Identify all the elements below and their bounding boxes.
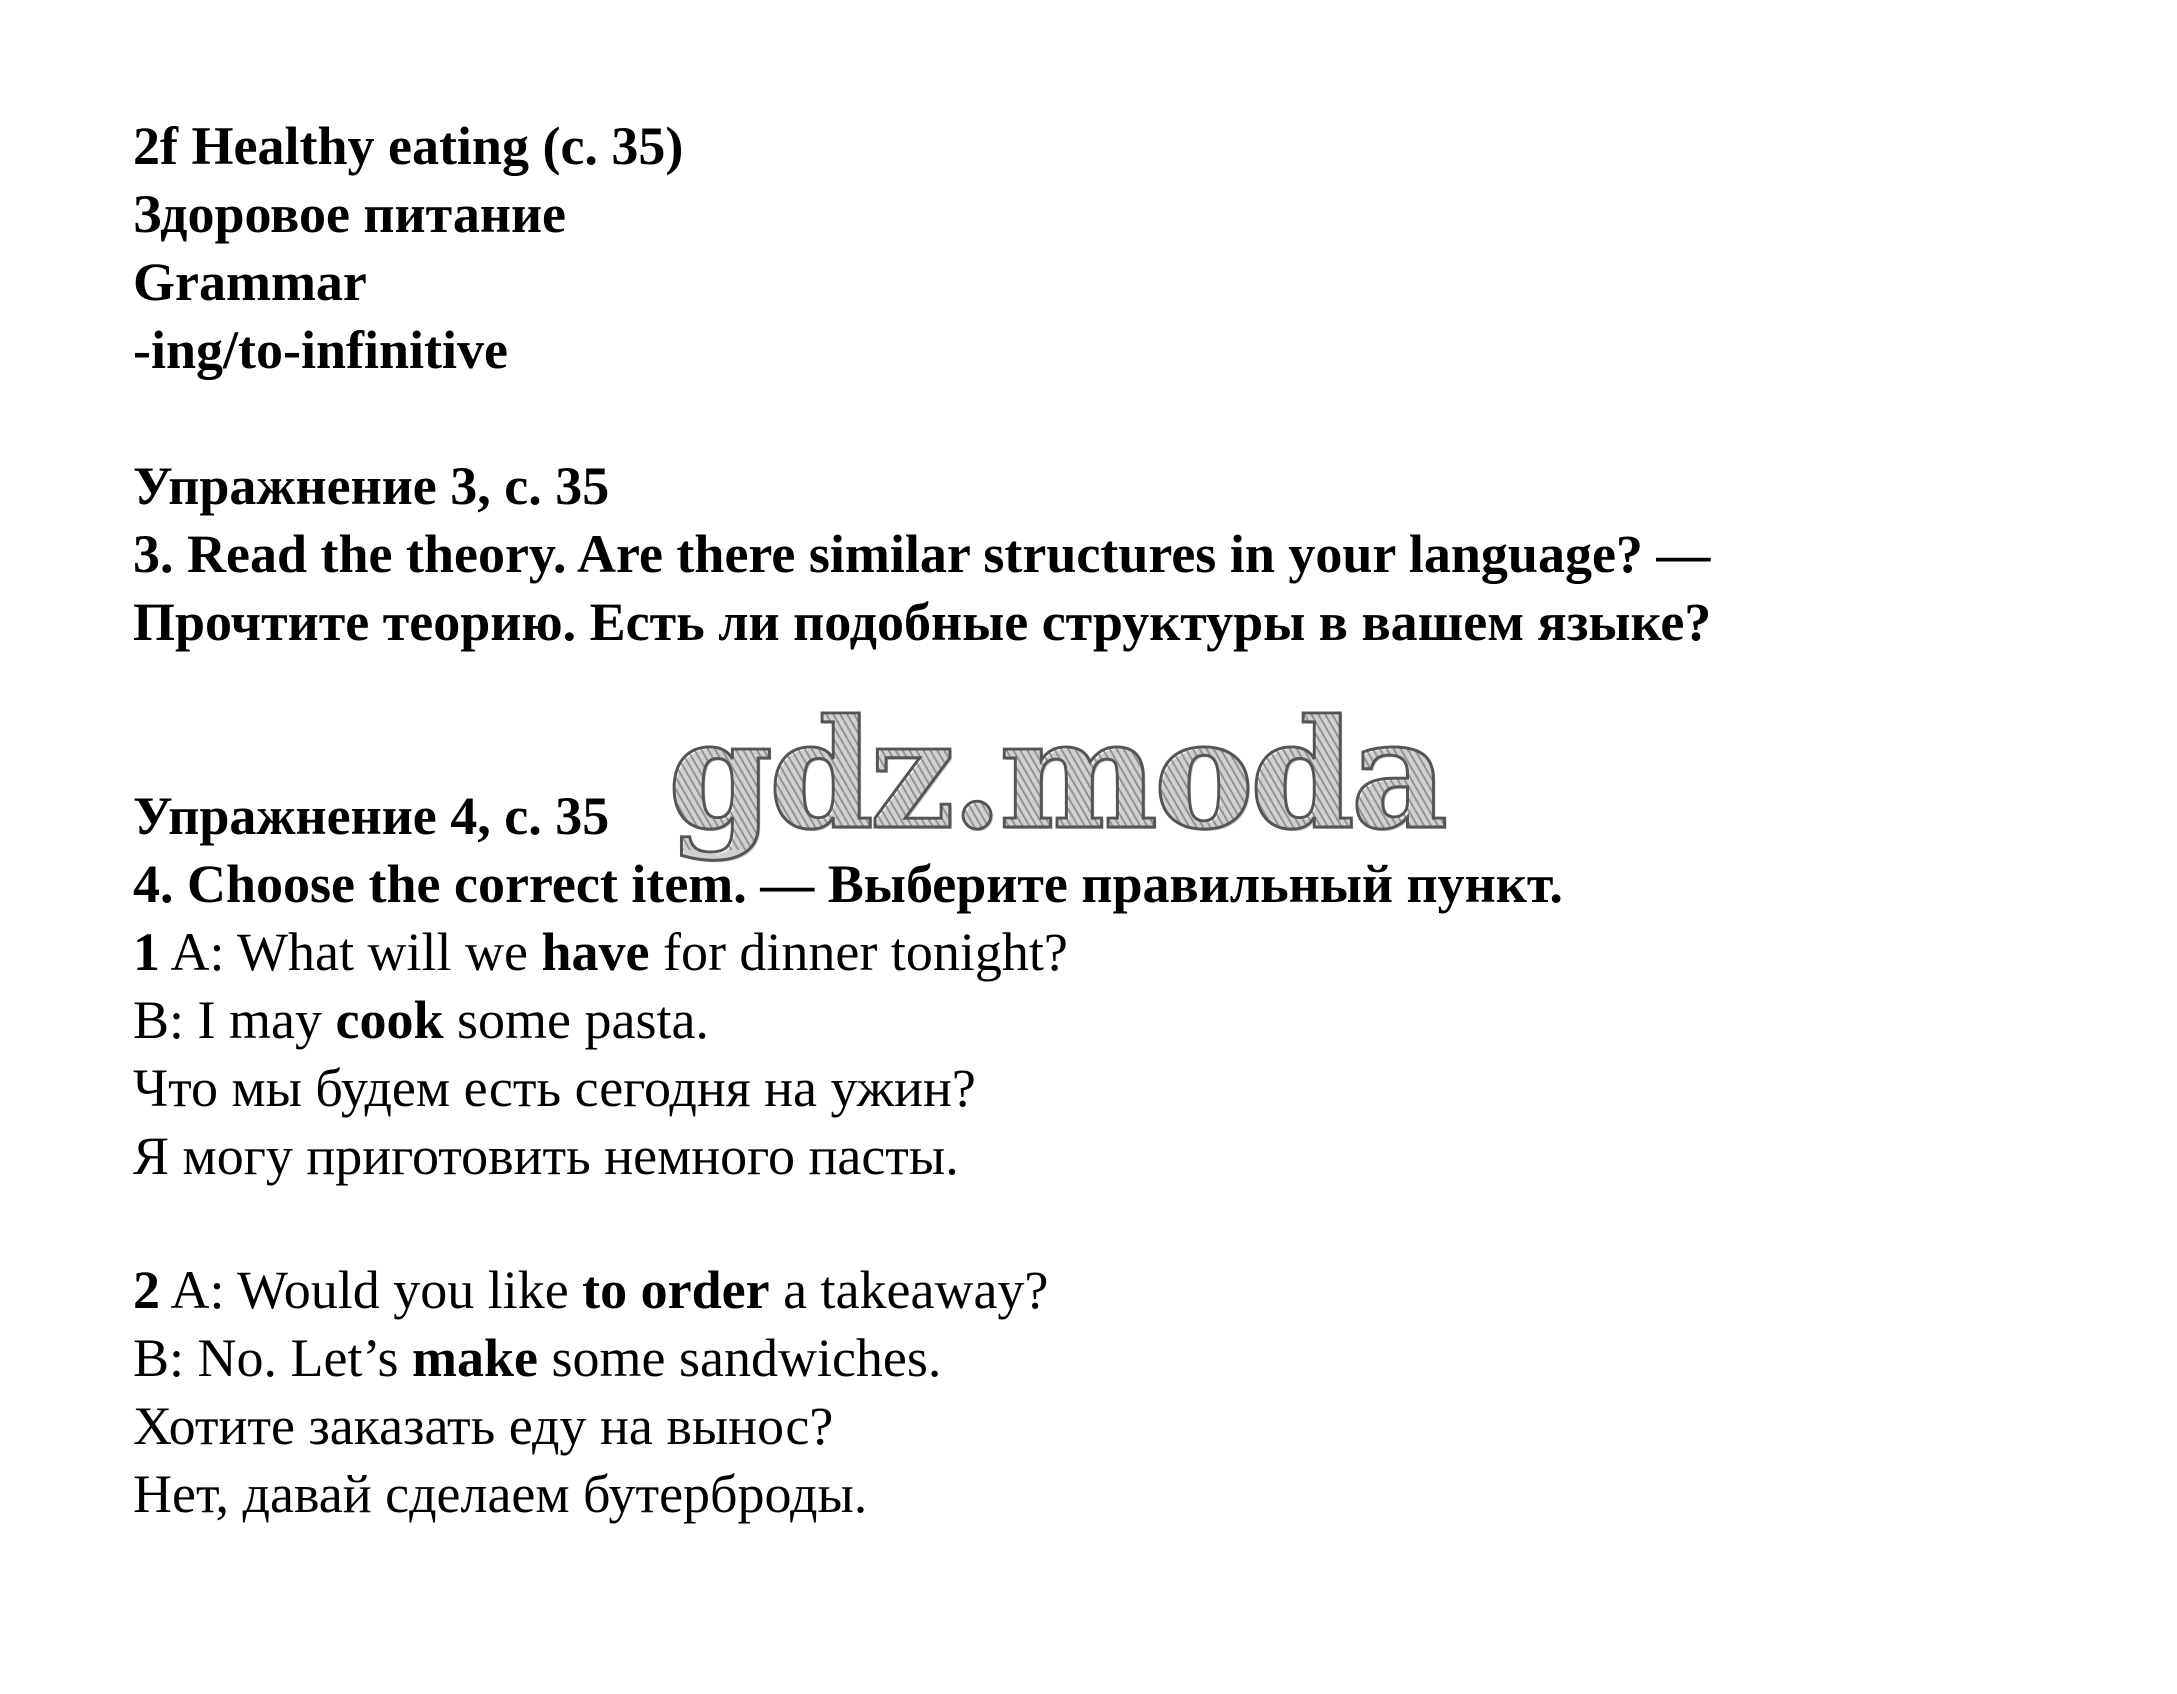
item-answer: to order bbox=[582, 1260, 770, 1320]
exercise-4-item-2 bbox=[133, 1256, 1048, 1528]
item-answer: have bbox=[541, 922, 650, 982]
exercise-3-heading: Упражнение 3, с. 35 bbox=[133, 456, 610, 516]
exercise-4-task: 4. Choose the correct item. — Выберите правильный пункт. bbox=[133, 854, 1563, 914]
item-text: some sandwiches. bbox=[537, 1328, 942, 1388]
item-text: a takeaway? bbox=[769, 1260, 1049, 1320]
item-2-translation-a: Хотите заказать еду на вынос? bbox=[133, 1396, 834, 1456]
item-answer: make bbox=[412, 1328, 538, 1388]
exercise-3-task-ru: Прочтите теорию. Есть ли подобные структуры в вашем языке? bbox=[133, 592, 1712, 652]
exercise-3 bbox=[133, 452, 1711, 656]
item-2-translation-b: Нет, давай сделаем бутерброды. bbox=[133, 1464, 868, 1524]
lesson-header bbox=[133, 112, 683, 384]
item-text: A: What will we bbox=[160, 922, 542, 982]
item-1-line-b bbox=[133, 986, 1563, 1054]
exercise-4-heading: Упражнение 4, с. 35 bbox=[133, 786, 610, 846]
item-text: B: I may bbox=[133, 990, 336, 1050]
item-1-translation-b: Я могу приготовить немного пасты. bbox=[133, 1126, 959, 1186]
item-number: 1 bbox=[133, 922, 160, 982]
site-watermark: gdz.moda bbox=[668, 687, 1445, 863]
item-2-line-a bbox=[133, 1256, 1048, 1324]
exercise-3-task-en: 3. Read the theory. Are there similar structures in your language? — bbox=[133, 524, 1711, 584]
item-text: some pasta. bbox=[443, 990, 709, 1050]
item-number: 2 bbox=[133, 1260, 160, 1320]
item-answer: cook bbox=[335, 990, 444, 1050]
item-2-line-b bbox=[133, 1324, 1048, 1392]
item-text: B: No. Let’s bbox=[133, 1328, 412, 1388]
item-1-line-a bbox=[133, 918, 1563, 986]
lesson-subtitle: Здоровое питание bbox=[133, 184, 567, 244]
section-label: Grammar bbox=[133, 252, 367, 312]
item-1-translation-a: Что мы будем есть сегодня на ужин? bbox=[133, 1058, 976, 1118]
exercise-4 bbox=[133, 782, 1563, 1190]
grammar-topic: -ing/to-infinitive bbox=[133, 320, 508, 380]
item-text: for dinner tonight? bbox=[649, 922, 1068, 982]
lesson-title: 2f Healthy eating (с. 35) bbox=[133, 116, 684, 176]
item-text: A: Would you like bbox=[160, 1260, 583, 1320]
